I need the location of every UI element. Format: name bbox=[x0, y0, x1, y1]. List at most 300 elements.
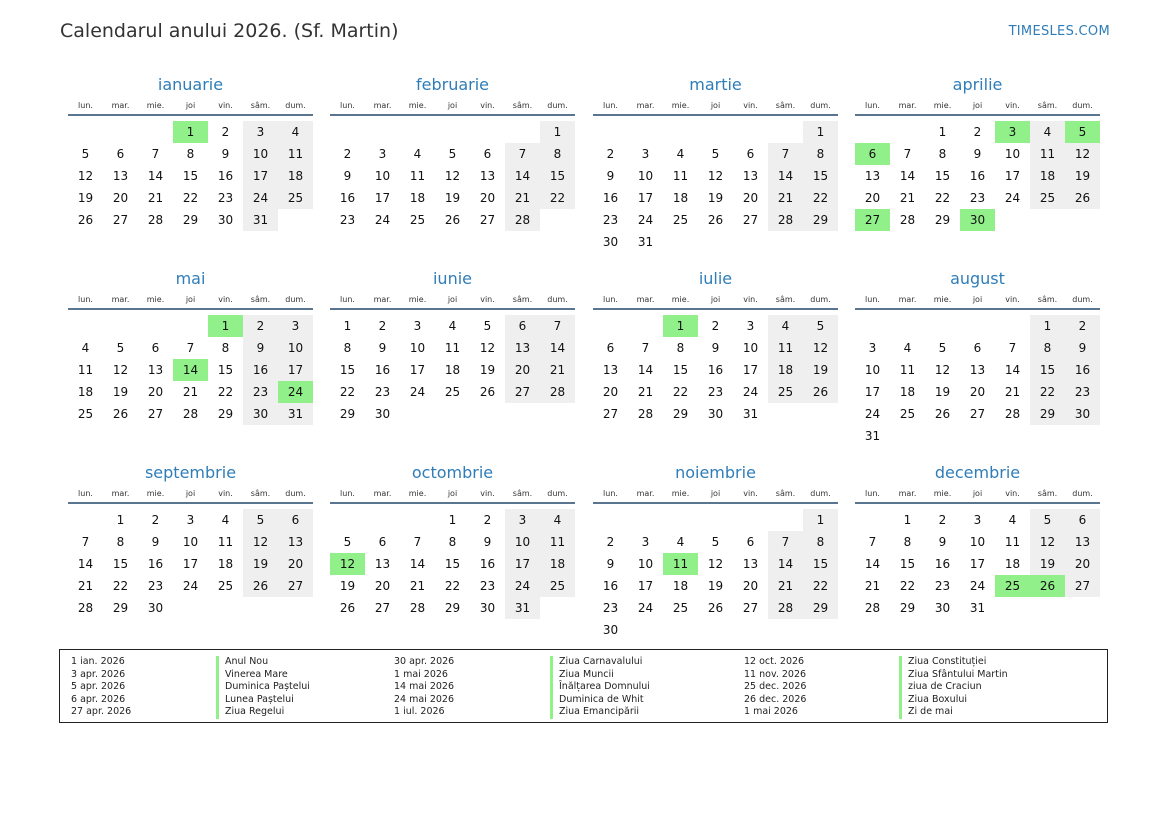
day-cell: 6 bbox=[855, 143, 890, 165]
legend-date: 6 apr. 2026 bbox=[71, 693, 126, 705]
day-cell: 13 bbox=[742, 557, 759, 571]
day-cell: 24 bbox=[637, 601, 654, 615]
weekday-label: joi bbox=[447, 101, 458, 110]
month-days bbox=[855, 121, 1100, 231]
day-cell: 3 bbox=[973, 513, 982, 527]
legend-date: 3 apr. 2026 bbox=[71, 668, 126, 680]
month-name: ianuarie bbox=[157, 75, 224, 94]
empty-cell bbox=[1030, 209, 1065, 231]
day-cell: 16 bbox=[147, 557, 164, 571]
day-cell: 25 bbox=[672, 213, 689, 227]
week-row bbox=[593, 509, 838, 531]
day-cell: 27 bbox=[742, 213, 759, 227]
empty-cell bbox=[698, 231, 733, 253]
month-aprilie bbox=[855, 74, 1100, 231]
day-cell: 11 bbox=[217, 535, 234, 549]
weekday-label: lun. bbox=[865, 101, 880, 110]
legend-date: 25 dec. 2026 bbox=[744, 681, 807, 693]
day-cell: 14 bbox=[147, 169, 164, 183]
day-cell: 9 bbox=[938, 535, 947, 549]
day-cell: 4 bbox=[676, 147, 685, 161]
day-cell: 25 bbox=[540, 575, 575, 597]
weekday-label: mar. bbox=[373, 295, 392, 304]
legend-dates-column bbox=[71, 656, 131, 719]
day-cell: 7 bbox=[540, 315, 575, 337]
day-cell: 22 bbox=[672, 385, 689, 399]
weekday-label: joi bbox=[972, 295, 983, 304]
weekday-header bbox=[593, 294, 838, 310]
week-row bbox=[68, 165, 313, 187]
day-cell: 25 bbox=[409, 213, 426, 227]
weekday-label: sâm. bbox=[250, 295, 271, 304]
day-cell: 30 bbox=[147, 601, 164, 615]
day-cell: 31 bbox=[243, 209, 278, 231]
day-cell: 21 bbox=[1004, 385, 1021, 399]
legend-names-column bbox=[216, 656, 310, 719]
empty-cell bbox=[663, 619, 698, 641]
day-cell: 26 bbox=[803, 381, 838, 403]
day-cell: 11 bbox=[77, 363, 94, 377]
day-cell: 11 bbox=[672, 169, 689, 183]
day-cell: 21 bbox=[147, 191, 164, 205]
weekday-label: mie. bbox=[933, 295, 952, 304]
weekday-label: mar. bbox=[373, 101, 392, 110]
weekday-label: mie. bbox=[408, 295, 427, 304]
day-cell: 24 bbox=[505, 575, 540, 597]
day-cell: 12 bbox=[444, 169, 461, 183]
empty-cell bbox=[278, 209, 313, 231]
week-row bbox=[593, 143, 838, 165]
day-cell: 16 bbox=[217, 169, 234, 183]
empty-cell bbox=[330, 121, 365, 143]
legend-holiday-name: Anul Nou bbox=[225, 656, 269, 667]
week-row bbox=[855, 315, 1100, 337]
day-cell: 23 bbox=[602, 213, 619, 227]
day-cell: 5 bbox=[243, 509, 278, 531]
day-cell: 2 bbox=[378, 319, 387, 333]
day-cell: 16 bbox=[969, 169, 986, 183]
day-cell: 15 bbox=[182, 169, 199, 183]
weekday-label: dum. bbox=[547, 295, 568, 304]
weekday-label: lun. bbox=[603, 101, 618, 110]
day-cell: 26 bbox=[243, 575, 278, 597]
day-cell: 11 bbox=[444, 341, 461, 355]
weekday-label: vin. bbox=[218, 295, 233, 304]
day-cell: 4 bbox=[903, 341, 912, 355]
day-cell: 24 bbox=[243, 187, 278, 209]
weekday-label: vin. bbox=[1005, 295, 1020, 304]
weekday-header bbox=[330, 294, 575, 310]
day-cell: 17 bbox=[182, 557, 199, 571]
legend-holiday-name: Ziua Regelui bbox=[225, 706, 285, 718]
day-cell: 12 bbox=[112, 363, 129, 377]
day-cell: 16 bbox=[602, 191, 619, 205]
month-name: decembrie bbox=[934, 463, 1021, 482]
weekday-label: mie. bbox=[146, 101, 165, 110]
day-cell: 28 bbox=[637, 407, 654, 421]
weekday-label: mar. bbox=[898, 101, 917, 110]
day-cell: 28 bbox=[768, 597, 803, 619]
weekday-label: sâm. bbox=[775, 101, 796, 110]
day-cell: 21 bbox=[864, 579, 881, 593]
week-row bbox=[68, 187, 313, 209]
day-cell: 20 bbox=[112, 191, 129, 205]
empty-cell bbox=[208, 597, 243, 619]
week-row bbox=[855, 165, 1100, 187]
day-cell: 5 bbox=[1065, 121, 1100, 143]
day-cell: 17 bbox=[969, 557, 986, 571]
weekday-label: vin. bbox=[480, 101, 495, 110]
day-cell: 28 bbox=[182, 407, 199, 421]
day-cell: 7 bbox=[505, 143, 540, 165]
month-septembrie bbox=[68, 462, 313, 619]
day-cell: 31 bbox=[742, 407, 759, 421]
empty-cell bbox=[68, 315, 103, 337]
day-cell: 2 bbox=[973, 125, 982, 139]
weekday-label: dum. bbox=[285, 295, 306, 304]
week-row bbox=[330, 381, 575, 403]
day-cell: 24 bbox=[969, 579, 986, 593]
month-days bbox=[855, 315, 1100, 447]
day-cell: 30 bbox=[960, 209, 995, 231]
week-row bbox=[855, 187, 1100, 209]
day-cell: 13 bbox=[479, 169, 496, 183]
empty-cell bbox=[803, 619, 838, 641]
weekday-label: mar. bbox=[636, 295, 655, 304]
empty-cell bbox=[505, 403, 540, 425]
week-row bbox=[593, 553, 838, 575]
empty-cell bbox=[960, 315, 995, 337]
day-cell: 27 bbox=[602, 407, 619, 421]
legend-holiday-name: Ziua Constituției bbox=[908, 656, 987, 667]
empty-cell bbox=[628, 509, 663, 531]
weekday-label: mar. bbox=[898, 489, 917, 498]
day-cell: 13 bbox=[374, 557, 391, 571]
day-cell: 11 bbox=[1004, 535, 1021, 549]
empty-cell bbox=[103, 121, 138, 143]
week-row bbox=[330, 209, 575, 231]
day-cell: 18 bbox=[444, 363, 461, 377]
day-cell: 20 bbox=[864, 191, 881, 205]
day-cell: 6 bbox=[278, 509, 313, 531]
day-cell: 24 bbox=[182, 579, 199, 593]
day-cell: 11 bbox=[1030, 143, 1065, 165]
legend-date: 26 dec. 2026 bbox=[744, 693, 807, 705]
day-cell: 30 bbox=[934, 601, 951, 615]
day-cell: 17 bbox=[243, 165, 278, 187]
day-cell: 21 bbox=[768, 575, 803, 597]
empty-cell bbox=[960, 425, 995, 447]
empty-cell bbox=[68, 121, 103, 143]
day-cell: 14 bbox=[768, 165, 803, 187]
month-days bbox=[593, 315, 838, 425]
empty-cell bbox=[330, 509, 365, 531]
day-cell: 31 bbox=[637, 235, 654, 249]
day-cell: 12 bbox=[1065, 143, 1100, 165]
day-cell: 23 bbox=[969, 191, 986, 205]
day-cell: 2 bbox=[606, 147, 615, 161]
weekday-label: mie. bbox=[933, 489, 952, 498]
month-name: aprilie bbox=[952, 75, 1003, 94]
month-martie bbox=[593, 74, 838, 253]
day-cell: 3 bbox=[278, 315, 313, 337]
day-cell: 2 bbox=[711, 319, 720, 333]
empty-cell bbox=[628, 315, 663, 337]
day-cell: 29 bbox=[803, 597, 838, 619]
day-cell: 30 bbox=[374, 407, 391, 421]
empty-cell bbox=[1065, 209, 1100, 231]
day-cell: 6 bbox=[378, 535, 387, 549]
weekday-label: vin. bbox=[480, 489, 495, 498]
weekday-label: lun. bbox=[340, 295, 355, 304]
day-cell: 23 bbox=[147, 579, 164, 593]
empty-cell bbox=[400, 403, 435, 425]
page-title: Calendarul anului 2026. (Sf. Martin) bbox=[60, 20, 399, 42]
day-cell: 6 bbox=[606, 341, 615, 355]
day-cell: 28 bbox=[768, 209, 803, 231]
legend-holiday-name: Ziua Sfântului Martin bbox=[908, 668, 1008, 680]
week-row bbox=[68, 143, 313, 165]
day-cell: 8 bbox=[343, 341, 352, 355]
day-cell: 13 bbox=[864, 169, 881, 183]
empty-cell bbox=[593, 509, 628, 531]
weekday-label: sâm. bbox=[775, 295, 796, 304]
day-cell: 5 bbox=[1030, 509, 1065, 531]
month-decembrie bbox=[855, 462, 1100, 619]
day-cell: 16 bbox=[479, 557, 496, 571]
month-name: septembrie bbox=[144, 463, 237, 482]
day-cell: 27 bbox=[278, 575, 313, 597]
weekday-label: joi bbox=[185, 101, 196, 110]
day-cell: 6 bbox=[116, 147, 125, 161]
empty-cell bbox=[593, 121, 628, 143]
day-cell: 16 bbox=[339, 191, 356, 205]
empty-cell bbox=[733, 121, 768, 143]
weekday-header bbox=[330, 100, 575, 116]
day-cell: 3 bbox=[746, 319, 755, 333]
day-cell: 26 bbox=[1065, 187, 1100, 209]
weekday-header bbox=[855, 100, 1100, 116]
day-cell: 22 bbox=[112, 579, 129, 593]
week-row bbox=[593, 315, 838, 337]
week-row bbox=[330, 553, 575, 575]
day-cell: 18 bbox=[540, 553, 575, 575]
day-cell: 8 bbox=[803, 531, 838, 553]
day-cell: 1 bbox=[116, 513, 125, 527]
day-cell: 6 bbox=[973, 341, 982, 355]
empty-cell bbox=[890, 425, 925, 447]
day-cell: 17 bbox=[374, 191, 391, 205]
legend-date: 14 mai 2026 bbox=[394, 681, 455, 693]
week-row bbox=[593, 231, 838, 253]
day-cell: 6 bbox=[746, 535, 755, 549]
weekday-label: mie. bbox=[146, 489, 165, 498]
day-cell: 24 bbox=[409, 385, 426, 399]
empty-cell bbox=[698, 619, 733, 641]
weekday-label: lun. bbox=[340, 101, 355, 110]
empty-cell bbox=[435, 403, 470, 425]
day-cell: 22 bbox=[803, 187, 838, 209]
week-row bbox=[68, 403, 313, 425]
legend-holiday-name: Zi de mai bbox=[908, 706, 953, 718]
weekday-label: joi bbox=[710, 101, 721, 110]
weekday-label: sâm. bbox=[512, 295, 533, 304]
weekday-label: vin. bbox=[743, 489, 758, 498]
day-cell: 2 bbox=[483, 513, 492, 527]
holiday-legend bbox=[59, 649, 1108, 723]
day-cell: 5 bbox=[483, 319, 492, 333]
day-cell: 15 bbox=[339, 363, 356, 377]
day-cell: 9 bbox=[343, 169, 352, 183]
empty-cell bbox=[540, 597, 575, 619]
day-cell: 20 bbox=[505, 359, 540, 381]
day-cell: 6 bbox=[1065, 509, 1100, 531]
week-row bbox=[855, 359, 1100, 381]
week-row bbox=[855, 553, 1100, 575]
day-cell: 17 bbox=[637, 191, 654, 205]
day-cell: 7 bbox=[151, 147, 160, 161]
day-cell: 9 bbox=[378, 341, 387, 355]
day-cell: 10 bbox=[637, 557, 654, 571]
day-cell: 25 bbox=[278, 187, 313, 209]
day-cell: 29 bbox=[112, 601, 129, 615]
day-cell: 19 bbox=[1065, 165, 1100, 187]
day-cell: 23 bbox=[339, 213, 356, 227]
day-cell: 16 bbox=[243, 359, 278, 381]
week-row bbox=[593, 121, 838, 143]
weekday-label: mar. bbox=[111, 101, 130, 110]
day-cell: 29 bbox=[672, 407, 689, 421]
day-cell: 19 bbox=[479, 363, 496, 377]
legend-holiday-name: Duminica de Whit bbox=[559, 693, 644, 705]
day-cell: 22 bbox=[217, 385, 234, 399]
week-row bbox=[68, 553, 313, 575]
legend-date: 1 mai 2026 bbox=[744, 706, 798, 718]
day-cell: 14 bbox=[899, 169, 916, 183]
week-row bbox=[68, 121, 313, 143]
day-cell: 21 bbox=[182, 385, 199, 399]
day-cell: 14 bbox=[409, 557, 426, 571]
day-cell: 29 bbox=[217, 407, 234, 421]
day-cell: 23 bbox=[1065, 381, 1100, 403]
weekday-label: mar. bbox=[898, 295, 917, 304]
day-cell: 7 bbox=[768, 143, 803, 165]
day-cell: 12 bbox=[803, 337, 838, 359]
day-cell: 10 bbox=[969, 535, 986, 549]
empty-cell bbox=[995, 315, 1030, 337]
legend-date: 11 nov. 2026 bbox=[744, 668, 807, 680]
day-cell: 1 bbox=[1030, 315, 1065, 337]
empty-cell bbox=[1065, 425, 1100, 447]
day-cell: 7 bbox=[186, 341, 195, 355]
empty-cell bbox=[365, 121, 400, 143]
week-row bbox=[593, 531, 838, 553]
day-cell: 15 bbox=[217, 363, 234, 377]
week-row bbox=[68, 381, 313, 403]
day-cell: 5 bbox=[343, 535, 352, 549]
day-cell: 21 bbox=[540, 359, 575, 381]
day-cell: 25 bbox=[217, 579, 234, 593]
empty-cell bbox=[855, 509, 890, 531]
day-cell: 13 bbox=[505, 337, 540, 359]
day-cell: 14 bbox=[173, 359, 208, 381]
empty-cell bbox=[470, 121, 505, 143]
day-cell: 2 bbox=[938, 513, 947, 527]
day-cell: 10 bbox=[637, 169, 654, 183]
day-cell: 4 bbox=[768, 315, 803, 337]
week-row bbox=[330, 403, 575, 425]
day-cell: 24 bbox=[864, 407, 881, 421]
month-name: octombrie bbox=[411, 463, 494, 482]
day-cell: 1 bbox=[803, 509, 838, 531]
day-cell: 23 bbox=[934, 579, 951, 593]
week-row bbox=[593, 597, 838, 619]
day-cell: 14 bbox=[864, 557, 881, 571]
week-row bbox=[68, 315, 313, 337]
day-cell: 5 bbox=[711, 147, 720, 161]
weekday-label: mar. bbox=[636, 101, 655, 110]
day-cell: 25 bbox=[1030, 187, 1065, 209]
day-cell: 9 bbox=[606, 169, 615, 183]
day-cell: 5 bbox=[81, 147, 90, 161]
day-cell: 9 bbox=[1065, 337, 1100, 359]
legend-holiday-name: Ziua Emancipării bbox=[559, 706, 640, 718]
day-cell: 26 bbox=[444, 213, 461, 227]
day-cell: 2 bbox=[151, 513, 160, 527]
day-cell: 19 bbox=[444, 191, 461, 205]
day-cell: 24 bbox=[637, 213, 654, 227]
day-cell: 10 bbox=[1004, 147, 1021, 161]
day-cell: 3 bbox=[641, 535, 650, 549]
weekday-label: lun. bbox=[340, 489, 355, 498]
day-cell: 3 bbox=[505, 509, 540, 531]
weekday-header bbox=[855, 294, 1100, 310]
day-cell: 18 bbox=[768, 359, 803, 381]
day-cell: 1 bbox=[448, 513, 457, 527]
day-cell: 17 bbox=[637, 579, 654, 593]
month-days bbox=[68, 315, 313, 425]
day-cell: 1 bbox=[343, 319, 352, 333]
week-row bbox=[855, 209, 1100, 231]
brand-link[interactable]: TIMESLES.COM bbox=[1008, 24, 1110, 39]
day-cell: 23 bbox=[243, 381, 278, 403]
day-cell: 29 bbox=[934, 213, 951, 227]
week-row bbox=[330, 121, 575, 143]
day-cell: 28 bbox=[147, 213, 164, 227]
day-cell: 22 bbox=[899, 579, 916, 593]
day-cell: 8 bbox=[116, 535, 125, 549]
day-cell: 13 bbox=[1065, 531, 1100, 553]
weekday-label: dum. bbox=[810, 295, 831, 304]
day-cell: 1 bbox=[938, 125, 947, 139]
weekday-label: vin. bbox=[743, 295, 758, 304]
day-cell: 8 bbox=[903, 535, 912, 549]
day-cell: 27 bbox=[742, 601, 759, 615]
day-cell: 4 bbox=[278, 121, 313, 143]
day-cell: 22 bbox=[540, 187, 575, 209]
day-cell: 8 bbox=[1030, 337, 1065, 359]
weekday-label: joi bbox=[185, 295, 196, 304]
day-cell: 15 bbox=[112, 557, 129, 571]
day-cell: 28 bbox=[540, 381, 575, 403]
day-cell: 2 bbox=[606, 535, 615, 549]
day-cell: 20 bbox=[1065, 553, 1100, 575]
week-row bbox=[593, 619, 838, 641]
empty-cell bbox=[138, 121, 173, 143]
day-cell: 18 bbox=[672, 191, 689, 205]
weekday-header bbox=[593, 100, 838, 116]
day-cell: 24 bbox=[374, 213, 391, 227]
